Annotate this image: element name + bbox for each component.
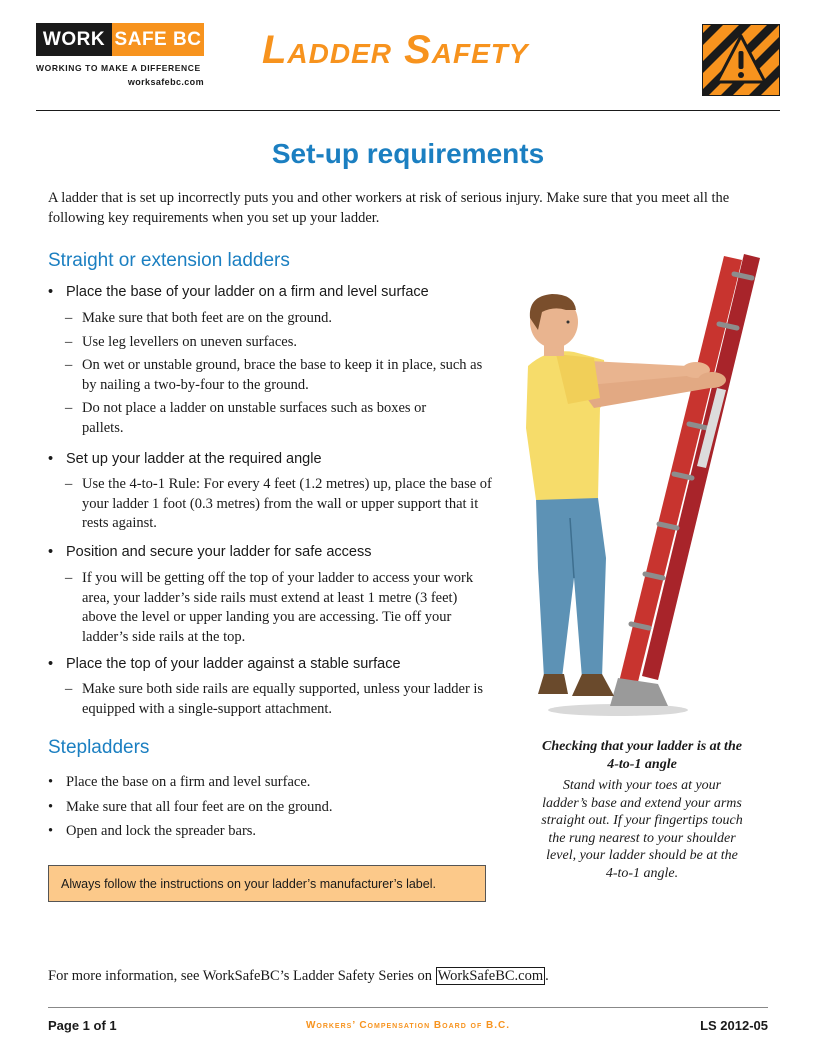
header-divider <box>36 110 780 111</box>
manufacturer-notice: Always follow the instructions on your ladder’s manufacturer’s label. <box>48 865 486 902</box>
footer-organization: Workers’ Compensation Board of B.C. <box>305 1020 511 1031</box>
requirement-heading: • Place the top of your ladder against a stable surface <box>48 656 401 672</box>
footer-divider <box>48 1007 768 1008</box>
logo-url[interactable]: worksafebc.com <box>127 77 204 87</box>
caption-body: Stand with your toes at your ladder’s base and extend your arms straight out. If your fingertips touch the rung nearest to your shoulder level, your ladder should be at the 4-to-1 angle. <box>541 778 743 881</box>
requirement-heading: • Position and secure your ladder for safe access <box>48 544 372 560</box>
requirement-sublist <box>65 475 495 538</box>
list-item: • Make sure that all four feet are on the ground. <box>48 798 333 815</box>
document-title: Ladder Safety <box>262 28 529 72</box>
more-info-text: For more information, see WorkSafeBC’s Ladder Safety Series on <box>48 968 436 984</box>
requirement-sublist <box>65 680 495 723</box>
more-info-line <box>48 968 549 985</box>
list-item: • Open and lock the spreader bars. <box>48 823 257 839</box>
worksafebc-link[interactable]: WorkSafeBC.com <box>437 968 544 984</box>
page-number: Page 1 of 1 <box>48 1018 117 1033</box>
document-code: LS 2012-05 <box>700 1018 768 1033</box>
logo-work: WORK <box>36 23 112 56</box>
list-item: – Make sure both side rails are equally supported, unless your ladder is equipped with a single-support attachment. <box>65 681 484 717</box>
list-item: – On wet or unstable ground, brace the base to keep it in place, such as by nailing a two-by-four to the ground. <box>65 357 483 393</box>
page-title: Set-up requirements <box>271 138 545 169</box>
requirement-heading: • Set up your ladder at the required angle <box>48 451 322 467</box>
list-item: • Place the base on a firm and level surface. <box>48 774 311 790</box>
worksafebc-logo <box>36 23 204 56</box>
warning-triangle-icon <box>702 24 780 96</box>
logo-safe-bc: SAFE BC <box>112 23 204 56</box>
section-heading-stepladders: Stepladders <box>48 737 150 758</box>
requirement-sublist <box>65 569 495 651</box>
logo-tagline: WORKING TO MAKE A DIFFERENCE <box>36 63 201 73</box>
list-item: – Use leg levellers on uneven surfaces. <box>65 333 298 350</box>
list-item: – If you will be getting off the top of your ladder to access your work area, your ladder’s side rails must extend at least 1 metre (3 feet) above the level or upper landing you are accessing. Tie off your ladder’s side rails at the top. <box>65 570 474 645</box>
section-heading-straight-ladders: Straight or extension ladders <box>48 250 290 271</box>
illustration-caption <box>540 738 744 882</box>
ladder-illustration <box>508 248 778 723</box>
list-item: – Use the 4-to-1 Rule: For every 4 feet (1.2 metres) up, place the base of your ladder 1 foot (0.3 metres) from the wall or upper support that it rests against. <box>65 476 492 531</box>
requirement-sublist <box>65 309 495 442</box>
stepladder-list <box>48 770 333 844</box>
caption-title: Checking that your ladder is at the 4-to-1 angle <box>542 739 742 772</box>
intro-paragraph: A ladder that is set up incorrectly puts you and other workers at risk of serious injury. Make sure that you meet all the following key requirements when you set up your ladder. <box>48 190 730 226</box>
more-info-suffix: . <box>545 968 549 984</box>
list-item: – Make sure that both feet are on the ground. <box>65 310 333 326</box>
requirement-heading: • Place the base of your ladder on a firm and level surface <box>48 284 429 300</box>
list-item: – Do not place a ladder on unstable surfaces such as boxes or pallets. <box>65 400 427 436</box>
